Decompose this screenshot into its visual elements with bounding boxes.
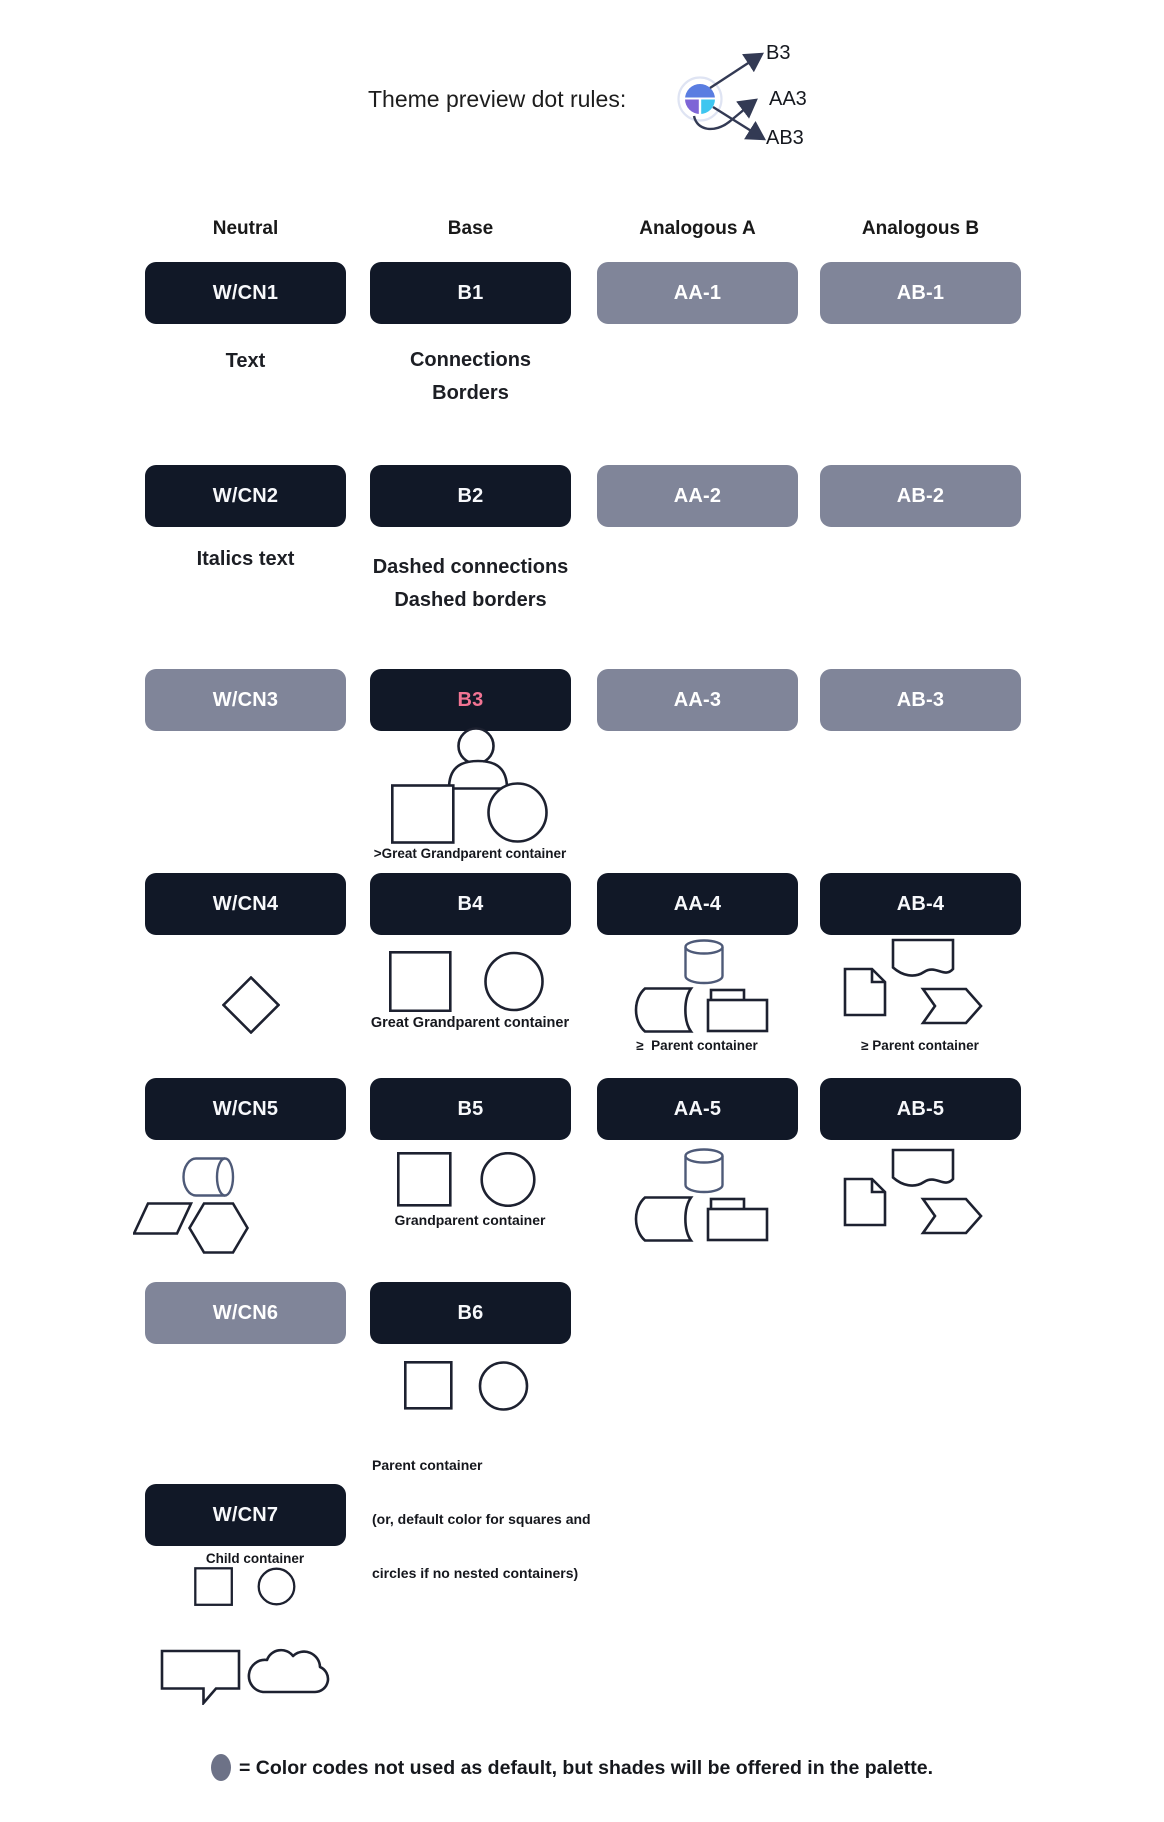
swatch-aa2: AA-2 [597,465,798,527]
horizontal-cylinder-cap-icon [217,1159,233,1196]
b3-shapes [391,727,548,844]
caption-b6-note-line1: (or, default color for squares and [372,1511,591,1527]
swatch-ab2: AB-2 [820,465,1021,527]
swatch-wcn1: W/CN1 [145,262,346,324]
column-header-base: Base [447,218,494,239]
swatch-b1: B1 [370,262,571,324]
legend-dot-icon [211,1754,231,1781]
swatch-wcn2: W/CN2 [145,465,346,527]
caption-wcn7: Child container [205,1551,305,1566]
swatch-b2: B2 [370,465,571,527]
square-icon [195,1568,232,1605]
bubble-cloud-shapes [160,1641,332,1705]
column-header-neutral: Neutral [212,218,279,239]
b5-shapes [397,1152,537,1207]
chevron-icon [923,1199,981,1233]
swatch-b4: B4 [370,873,571,935]
note-connections-borders [350,344,591,410]
caption-b3: >Great Grandparent container [373,846,567,861]
circle-icon [486,953,543,1010]
aa5-shapes [630,1147,770,1243]
caption-b5: Grandparent container [394,1212,546,1228]
arrow-to-b3-icon [710,54,762,88]
swatch-wcn4: W/CN4 [145,873,346,935]
square-icon [392,786,453,843]
wcn4-shapes [222,976,280,1034]
speech-bubble-icon [162,1651,239,1703]
caption-aa4: ≥ Parent container [636,1038,758,1053]
person-body-icon [449,761,507,789]
diamond-icon [224,978,279,1033]
note-dashed [345,551,596,617]
swatch-b3: B3 [370,669,571,731]
cloud-icon [249,1650,328,1692]
cylinder-top-icon [686,941,723,954]
caption-b6 [372,1420,622,1618]
circle-icon [259,1569,295,1605]
square-icon [405,1362,451,1408]
document-icon [845,1179,885,1225]
tabbed-rect-icon [708,1000,767,1031]
wavy-rect-icon [893,940,953,976]
cylinder-top-icon [686,1150,723,1163]
swatch-aa1: AA-1 [597,262,798,324]
dot-label-ab3: AB3 [766,127,804,149]
parallelogram-icon [134,1204,191,1234]
column-header-analogous-b: Analogous B [861,218,980,239]
circle-icon [480,1363,527,1410]
swatch-b5: B5 [370,1078,571,1140]
hexagon-icon [190,1204,248,1253]
note-italics-text: Italics text [196,548,295,570]
swatch-ab3: AB-3 [820,669,1021,731]
caption-b6-title: Parent container [372,1457,483,1473]
swatch-aa3: AA-3 [597,669,798,731]
square-icon [398,1153,450,1205]
b4-shapes [389,951,545,1012]
page-title: Theme preview dot rules: [368,86,627,112]
ab4-shapes [843,938,983,1028]
caption-ab4: ≥ Parent container [861,1038,979,1053]
swatch-wcn6: W/CN6 [145,1282,346,1344]
caption-b6-note-line2: circles if no nested containers) [372,1565,579,1581]
stored-data-icon [636,989,691,1032]
note-dashed-borders: Dashed borders [394,589,547,611]
circle-icon [489,784,547,842]
aa4-shapes [630,938,770,1034]
swatch-wcn7: W/CN7 [145,1484,346,1546]
square-icon [390,952,450,1011]
arrow-to-ab3-icon [713,107,764,139]
swatch-ab5: AB-5 [820,1078,1021,1140]
swatch-b6: B6 [370,1282,571,1344]
wcn7-shapes [194,1567,298,1606]
tabbed-rect-icon [708,1209,767,1240]
stored-data-icon [636,1198,691,1241]
person-icon [459,729,494,764]
swatch-wcn3: W/CN3 [145,669,346,731]
swatch-aa4: AA-4 [597,873,798,935]
dot-label-aa3: AA3 [769,88,807,110]
caption-b4: Great Grandparent container [370,1015,570,1031]
swatch-aa5: AA-5 [597,1078,798,1140]
ab5-shapes [843,1148,983,1238]
column-header-analogous-a: Analogous A [639,218,756,239]
chevron-icon [923,989,981,1023]
b6-shapes [404,1361,530,1411]
swatch-ab1: AB-1 [820,262,1021,324]
note-connections: Connections [409,349,532,371]
swatch-ab4: AB-4 [820,873,1021,935]
note-borders: Borders [432,382,509,404]
document-icon [845,969,885,1015]
swatch-wcn5: W/CN5 [145,1078,346,1140]
note-dashed-connections: Dashed connections [372,556,569,578]
wcn5-shapes [133,1156,249,1255]
wavy-rect-icon [893,1150,953,1186]
note-text: Text [225,350,266,372]
dot-label-b3: B3 [766,42,791,64]
circle-icon [482,1153,535,1206]
legend-text: = Color codes not used as default, but shades will be offered in the palette. [239,1757,933,1779]
